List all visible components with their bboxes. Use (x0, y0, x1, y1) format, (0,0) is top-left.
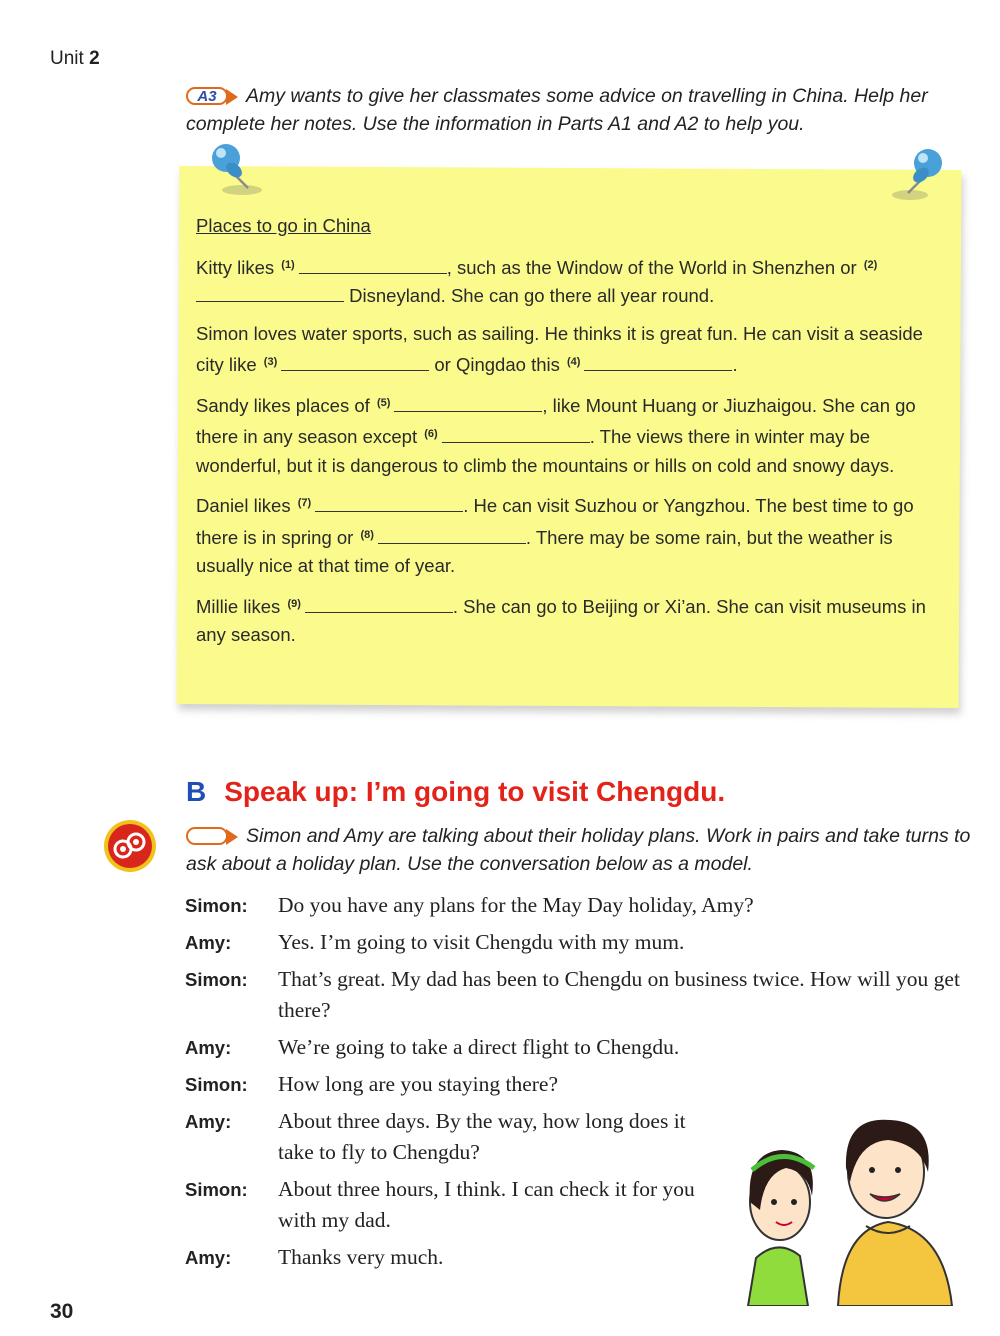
note-title: Places to go in China (196, 215, 371, 236)
note-text: or Qingdao this (434, 354, 560, 375)
note-text: Simon loves water sports, such as sailing. He thinks it is great fun. He can visit a seaside city like (196, 322, 923, 375)
dialogue-line (185, 1069, 985, 1100)
answer-blank[interactable] (299, 255, 447, 274)
simon-and-amy-illustration (738, 1110, 960, 1306)
unit-header (50, 48, 100, 70)
blank-number: (8) (360, 528, 374, 541)
unit-label: Unit (50, 48, 84, 69)
speaker: Amy: (185, 1247, 232, 1268)
pushpin-icon (888, 145, 958, 205)
dialogue-line (185, 927, 985, 958)
speaker: Simon: (185, 1074, 248, 1095)
note-paragraph-simon (196, 320, 941, 380)
utterance: Do you have any plans for the May Day holiday, Amy? (278, 893, 754, 917)
utterance: How long are you staying there? (278, 1072, 559, 1096)
answer-blank[interactable] (394, 393, 542, 412)
answer-blank[interactable] (315, 493, 463, 512)
dialogue-line (185, 1032, 985, 1063)
dialogue-line (185, 890, 985, 921)
dialogue-line (185, 964, 985, 1026)
a3-badge-label: A3 (186, 87, 228, 105)
section-letter: B (186, 776, 207, 807)
play-arrow-icon (226, 89, 238, 105)
utterance: That’s great. My dad has been to Chengdu on business twice. How will you get there? (278, 967, 960, 1022)
pushpin-icon (200, 140, 270, 200)
utterance: About three days. By the way, how long does it take to fly to Chengdu? (278, 1109, 686, 1164)
a3-instruction-text: Amy wants to give her classmates some advice on travelling in China. Help her complete her notes. Use the information in Parts A1 and A2 to help you. (186, 85, 928, 135)
note-text: Millie likes (196, 595, 281, 617)
blank-number: (9) (287, 597, 301, 610)
blank-number: (2) (863, 258, 878, 271)
answer-blank[interactable] (442, 424, 590, 443)
note-text: Daniel likes (196, 495, 291, 516)
note-content (196, 212, 941, 659)
answer-blank[interactable] (378, 525, 526, 544)
blank-number: (7) (297, 497, 312, 509)
a3-badge (186, 86, 238, 108)
note-text: , such as the Window of the World in Shenzhen or (446, 256, 857, 278)
section-b-heading (186, 776, 725, 808)
note-text: . The views there in winter may be wonderful, but it is dangerous to climb the mountains or hills on cold and snowy days. (196, 426, 895, 476)
note-text: Disneyland. She can go there all year round. (349, 285, 715, 306)
a3-instruction-block (186, 82, 946, 138)
note-paragraph-millie (196, 590, 941, 650)
speaker: Simon: (185, 895, 248, 916)
utterance: Thanks very much. (278, 1245, 444, 1269)
note-text: Kitty likes (196, 256, 275, 278)
note-text: , like Mount Huang or Jiuzhaigou. She can go there in any season except (196, 394, 916, 447)
blank-number: (4) (567, 356, 581, 368)
speaker: Simon: (185, 969, 248, 990)
note-paragraph-daniel (196, 489, 941, 581)
speaker: Amy: (185, 1037, 232, 1058)
b-instruction-text: Simon and Amy are talking about their holiday plans. Work in pairs and take turns to ask about a holiday plan. Use the conversation below as a model. (186, 825, 971, 875)
note-text: . (732, 354, 738, 375)
blank-number: (3) (263, 356, 278, 368)
speaker: Amy: (185, 932, 232, 953)
section-title: Speak up: I’m going to visit Chengdu. (224, 776, 726, 807)
answer-blank[interactable] (281, 352, 429, 371)
answer-blank[interactable] (584, 352, 732, 371)
blank-number: (6) (424, 428, 438, 440)
note-paragraph-sandy (196, 389, 941, 481)
speaker: Amy: (185, 1111, 232, 1132)
note-text: . She can go to Beijing or Xi’an. She can visit museums in any season. (196, 595, 926, 645)
note-paragraph-kitty (196, 251, 941, 311)
answer-blank[interactable] (305, 594, 453, 613)
blank-number: (1) (281, 258, 295, 271)
b-badge (186, 826, 238, 848)
pair-work-icon (102, 818, 158, 874)
utterance: We’re going to take a direct flight to Chengdu. (278, 1035, 680, 1059)
unit-number: 2 (89, 48, 100, 69)
b-badge-pill (186, 827, 228, 845)
utterance: About three hours, I think. I can check it for you with my dad. (278, 1177, 695, 1232)
b-instruction-block (186, 822, 976, 878)
speaker: Simon: (185, 1179, 248, 1200)
answer-blank[interactable] (196, 283, 344, 302)
note-text: . He can visit Suzhou or Yangzhou. The best time to go there is in spring or (196, 495, 914, 548)
play-arrow-icon (226, 829, 238, 845)
page-number: 30 (50, 1300, 74, 1323)
note-text: Sandy likes places of (196, 394, 370, 416)
note-text: . There may be some rain, but the weather is usually nice at that time of year. (196, 526, 893, 576)
blank-number: (5) (376, 396, 391, 409)
utterance: Yes. I’m going to visit Chengdu with my mum. (278, 930, 685, 954)
